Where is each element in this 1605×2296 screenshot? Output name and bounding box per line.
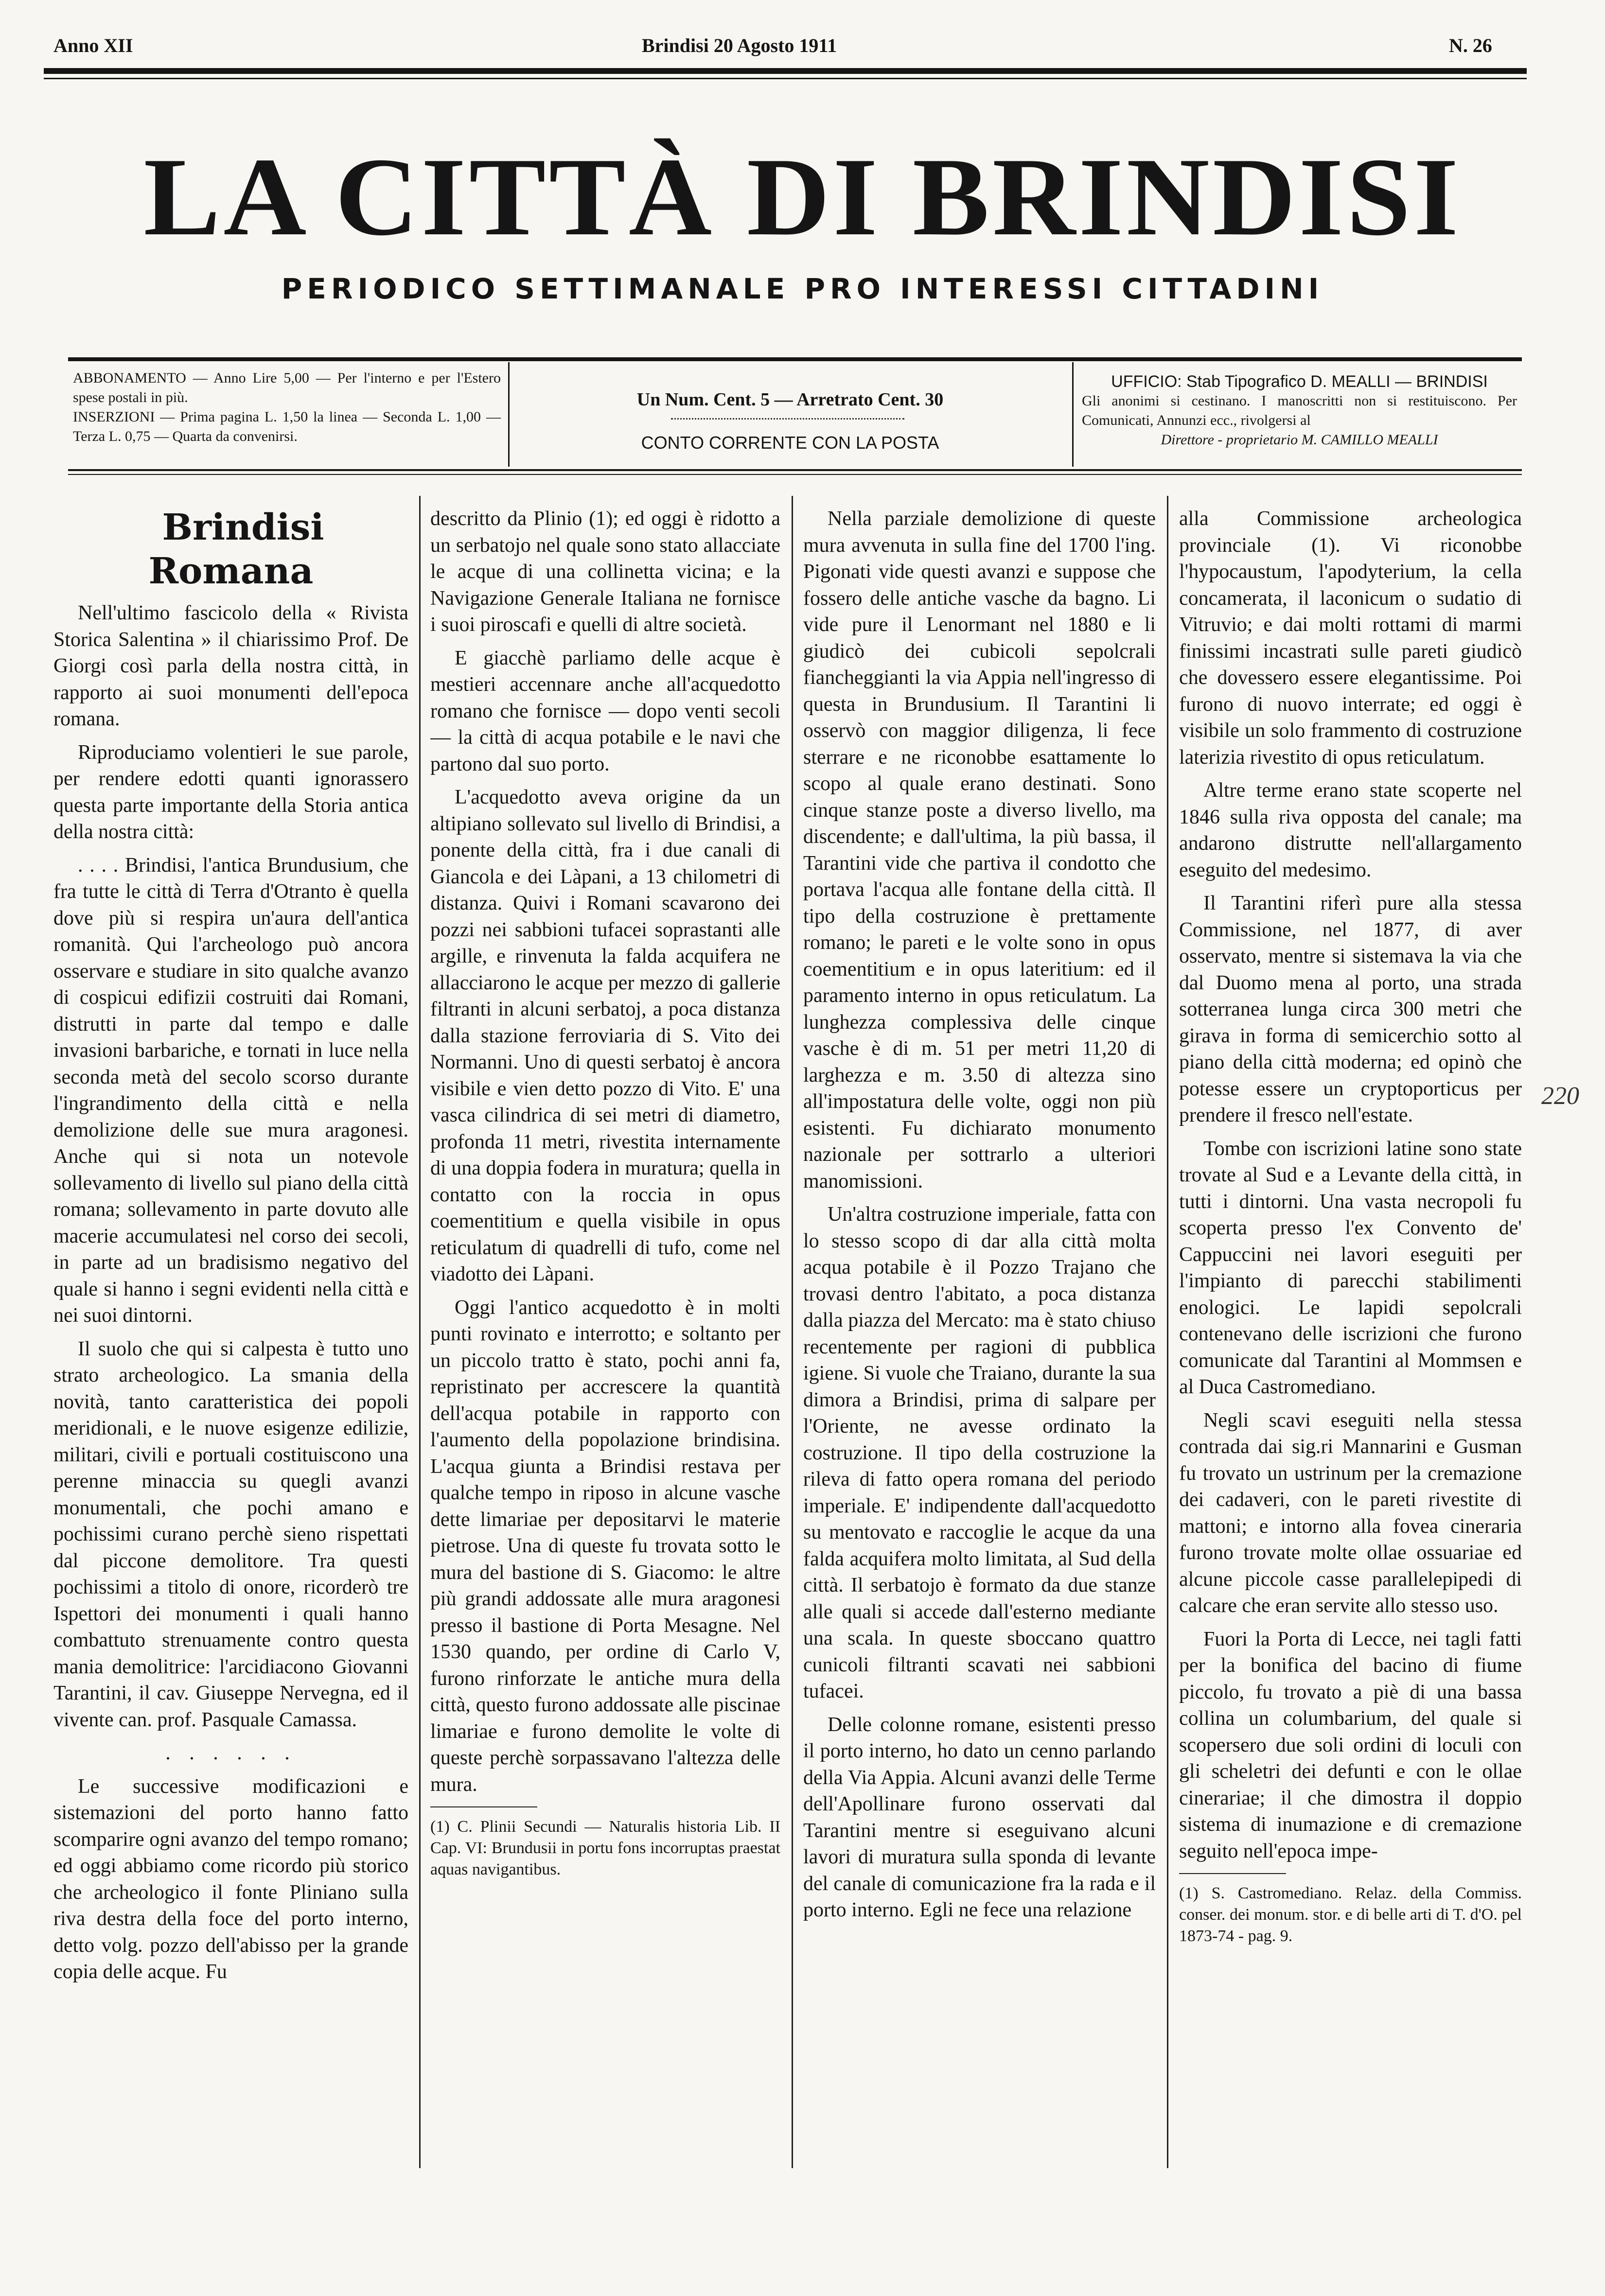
footnote-rule (1179, 1873, 1286, 1874)
paragraph: Negli scavi eseguiti nella stessa contrada dai sig.ri Mannarini e Gusman fu trovato un ustrinum per la cremazione dei cadaveri, con le pareti rivestite di mattoni; e intorno alla fovea cineraria furono trovate molte ollae ossuariae ed alcune piccole casse parallelepipedi di calcare che eran servite allo stesso uso. (1179, 1409, 1522, 1617)
paragraph: Riproduciamo volentieri le sue parole, per rendere edotti quanti ignorassero questa parte importante della Storia antica della nostra città: (53, 741, 408, 843)
article-column-4 (1179, 506, 1522, 2149)
year-label: Anno XII (53, 35, 133, 56)
article-column-3 (803, 506, 1156, 2149)
paragraph: Il Tarantini riferì pure alla stessa Commissione, nel 1877, di aver osservato, mentre si sistemava la via che dal Duomo mena al porto, una strada sotterranea lunga circa 300 metri che girava in forma di semicerchio sotto al piano della città moderna; ed opinò che potesse essere un cryptoporticus per prendere il fresco nell'estate. (1179, 892, 1522, 1126)
director-text: Direttore - proprietario M. CAMILLO MEALLI (1161, 432, 1438, 448)
paragraph: L'acquedotto aveva origine da un altipiano sollevato sul livello di Brindisi, a ponente della città, fra i due canali di Giancola e dei Làpani, a 13 chilometri di distanza. Quivi i Romani scavarono dei pozzi nei sabbioni tufacei soprastanti alle argille, e rinvenuta la falda acquifera ne allacciarono le acque per mezzo di gallerie filtranti in alcuni serbatoj, a poca distanza dalla stazione ferroviaria di S. Vito dei Normanni. Uno di questi serbatoj è ancora visibile e vien detto pozzo di Vito. E' una vasca cilindrica di sei metri di diametro, profonda 11 metri, rivestita internamente di una doppia fodera in muratura; quella in contatto con la roccia in opus coementitium e quella visibile in opus reticulatum di quadrelli di tufo, come nel viadotto dei Làpani. (430, 786, 780, 1285)
article-column-1 (53, 506, 408, 2149)
info-divider-2 (1072, 362, 1074, 467)
notice-text: Gli anonimi si cestinano. I manoscritti non si restituiscono. Per Comunicati, Annunzi ecc., rivolgersi al (1082, 393, 1517, 428)
price-info: Un Num. Cent. 5 — Arretrato Cent. 30 (636, 389, 944, 410)
top-rule-thin (44, 78, 1527, 79)
info-top-rule (68, 357, 1522, 361)
paragraph: Il suolo che qui si calpesta è tutto uno strato archeologico. La smania della novità, tanto caratteristica dei popoli meridionali, e le nuove esigenze edilizie, militari, civili e portuali costituiscono una perenne minaccia su quegli avanzi monumentali, che pochi amano e pochissimi curano perchè sieno rispettati dal piccone demolitore. Tra questi pochissimi a titolo di onore, ricorderò tre Ispettori dei monumenti i quali hanno combattuto strenuamente contro questa mania demolitrice: l'arcidiacono Giovanni Tarantini, il cav. Giuseppe Nervegna, ed il vivente can. prof. Pasquale Camassa. (53, 1337, 408, 1731)
footnote: (1) S. Castromediano. Relaz. della Commiss. conser. dei monum. stor. e di belle arti di T. d'O. pel 1873-74 - pag. 9. (1179, 1884, 1522, 1945)
masthead-subtitle: PERIODICO SETTIMANALE PRO INTERESSI CITTADINI (281, 272, 1324, 305)
paragraph: Fuori la Porta di Lecce, nei tagli fatti per la bonifica del bacino di fiume piccolo, fu trovato a piè di una bassa collina un columbarium, del quale si scopersero due soli ordini di loculi con gli scheletri dei defunti e con le ollae cinerariae; il che dimostra il doppio sistema di inumazione e di cremazione seguito nell'epoca impe- (1179, 1628, 1522, 1862)
paragraph: Tombe con iscrizioni latine sono state trovate al Sud e a Levante della città, in tutti i dintorni. Una vasta necropoli fu scoperta presso l'ex Convento de' Cappuccini nei lavori eseguiti per l'impianto di parecchi stabilimenti enologici. Le lapidi sepolcrali contenevano delle iscrizioni che furono comunicate dal Tarantini al Mommsen e al Duca Castromediano. (1179, 1137, 1522, 1398)
footnote: (1) C. Plinii Secundi — Naturalis historia Lib. II Cap. VI: Brundusii in portu fons incorruptas praestat aquas navigantibus. (430, 1818, 780, 1878)
section-separator: . . . . . . (165, 1742, 297, 1764)
date-label: Brindisi 20 Agosto 1911 (642, 35, 837, 56)
issue-number: N. 26 (1449, 35, 1492, 56)
paragraph: E giacchè parliamo delle acque è mestieri accennare anche all'acquedotto romano che fornisce — dopo venti secoli — la città di acqua potabile e le navi che partono dal suo porto. (430, 647, 780, 775)
paragraph: Altre terme erano state scoperte nel 1846 sulla riva opposta del canale; ma andarono distrutte nell'allargamento eseguito del medesimo. (1179, 779, 1522, 881)
article-headline: Brindisi Romana (148, 507, 324, 592)
office-text: UFFICIO: Stab Tipografico D. MEALLI — BRINDISI (1111, 372, 1488, 391)
handwritten-margin-note: 220 (1541, 1082, 1579, 1110)
top-rule (44, 68, 1527, 74)
info-bottom-rule-thin (68, 474, 1522, 475)
paragraph: descritto da Plinio (1); ed oggi è ridotto a un serbatojo nel quale sono stato allacciate le acque di una collinetta vicina; e la Navigazione Generale Italiana ne fornisce i suoi piroscafi e quelli di altre società. (430, 508, 780, 636)
paragraph: Nella parziale demolizione di queste mura avvenuta in sulla fine del 1700 l'ing. Pigonati vide questi avanzi e suppose che fossero delle antiche vasche da bagno. Li vide pure il Lenormant nel 1880 e li giudicò dei cubicoli sepolcrali fiancheggianti la via Appia nell'ingresso di questa in Brundusium. Il Tarantini li osservò con maggior diligenza, li fece sterrare e ne riconobbe esattamente lo scopo al quale erano destinati. Sono cinque stanze poste a diverso livello, ma discendente; e dall'ultima, la più bassa, il Tarantini vide che partiva il condotto che portava l'acqua alle fontane della città. Il tipo della costruzione è prettamente romano; le pareti e le volte sono in opus coementitium e in opus lateritium: ed il paramento interno in opus reticulatum. La lunghezza complessiva delle cinque vasche è di m. 51 per metri 11,20 di larghezza e m. 3.50 di altezza sino all'impostatura delle volte, oggi non più esistenti. Fu dichiarato monumento nazionale per sottrarlo a ulteriori manomissioni. (803, 508, 1156, 1192)
paragraph: Oggi l'antico acquedotto è in molti punti rovinato e interrotto; e soltanto per un piccolo tratto è stato, pochi anni fa, repristinato per accrescere la quantità dell'acqua potabile in rapporto con l'aumento della popolazione brindisina. L'acqua giunta a Brindisi restava per qualche tempo in riposo in alcune vasche dette limariae per depositarvi le materie pietrose. Una di queste fu trovata sotto le mura del bastione di S. Giacomo: le altre più grandi addossate alle mura aragonesi presso il bastione di Porta Mesagne. Nel 1530 quando, per ordine di Carlo V, furono rinforzate le antiche mura della città, questo furono addossate alle piscinae limariae e furono demolite le volte di queste perchè sorpassavano l'altezza delle mura. (430, 1296, 780, 1796)
price-underline (671, 418, 904, 421)
article-column-2 (430, 506, 780, 2149)
column-rule-3 (1167, 496, 1168, 2168)
paragraph: Nell'ultimo fascicolo della « Rivista Storica Salentina » il chiarissimo Prof. De Giorgi così parla della nostra città, in rapporto ai suoi monumenti dell'epoca romana. (53, 602, 408, 730)
footnote-rule (430, 1806, 537, 1807)
subscription-text: ABBONAMENTO — Anno Lire 5,00 — Per l'interno e per l'Estero spese postali in più. (73, 370, 501, 405)
masthead-title: LA CITTÀ DI BRINDISI (143, 135, 1462, 259)
info-bottom-rule (68, 469, 1522, 471)
office-info (1082, 372, 1517, 450)
insertions-text: INSERZIONI — Prima pagina L. 1,50 la linea — Seconda L. 1,00 — Terza L. 0,75 — Quarta da convenirsi. (73, 409, 501, 444)
paragraph: alla Commissione archeologica provinciale (1). Vi riconobbe l'hypocaustum, l'apodyterium, la cella concamerata, il laconicum o sudatio di Vitruvio; e dai molti rottami di marmi finissimi incastrati sulle pareti giudicò che dovessero essere elegantissime. Poi furono di nuovo interrate; ed oggi è visibile un solo frammento di costruzione laterizia rivestito di opus reticulatum. (1179, 508, 1522, 769)
paragraph: Le successive modificazioni e sistemazioni del porto hanno fatto scomparire ogni avanzo del tempo romano; ed oggi abbiamo come ricordo più storico che archeologico il fonte Pliniano sulla riva destra della foce del porto interno, detto volg. pozzo dell'abisso per la grande copia delle acque. Fu (53, 1775, 408, 1983)
column-rule-1 (419, 496, 421, 2168)
postal-info: CONTO CORRENTE CON LA POSTA (641, 433, 939, 453)
paragraph: . . . . Brindisi, l'antica Brundusium, che fra tutte le città di Terra d'Otranto è quella dove più si respira un'aura dell'antica romanità. Qui l'archeologo può ancora osservare e studiare in sito qualche avanzo di cospicui edifizii costruiti dai Romani, distrutti in parte dal tempo e dalle invasioni barbariche, e tornati in luce nella seconda metà del secolo scorso durante l'ingrandimento della città e nella demolizione delle sue mura aragonesi. Anche qui si nota un notevole sollevamento di livello sul piano della città romana; sollevamento in parte dovuto alle macerie accumulatesi nel corso dei secoli, in parte ad un bradisismo negativo del quale si hanno i segni evidenti nella città e nei suoi dintorni. (53, 854, 408, 1327)
info-divider-1 (508, 362, 510, 467)
column-rule-2 (792, 496, 793, 2168)
paragraph: Delle colonne romane, esistenti presso il porto interno, ho dato un cenno parlando della Via Appia. Alcuni avanzi delle Terme dell'Apollinare furono osservati dal Tarantini mentre si eseguivano alcuni lavori di muratura sulla sponda di levante del canale di comunicazione fra la rada e il porto interno. Egli ne fece una relazione (803, 1713, 1156, 1921)
paragraph: Un'altra costruzione imperiale, fatta con lo stesso scopo di dar alla città molta acqua potabile è il Pozzo Trajano che trovasi dentro l'abitato, a poca distanza dalla piazza del Mercato: ma è stato chiuso recentemente per ragioni di pubblica igiene. Si vuole che Traiano, durante la sua dimora a Brindisi, prima di salpare per l'Oriente, ne avesse ordinato la costruzione. Il tipo della costruzione la rileva di fatto opera romana del periodo imperiale. E' indipendente dall'acquedotto su mentovato e raccoglie le acque da una falda acquifera molto limitata, al Sud della città. Il serbatojo è formato da due stanze alle quali si accede dall'esterno mediante una scala. In queste sboccano quattro cunicoli filtranti scavati nei sabbioni tufacei. (803, 1203, 1156, 1702)
subscription-info (73, 368, 501, 446)
